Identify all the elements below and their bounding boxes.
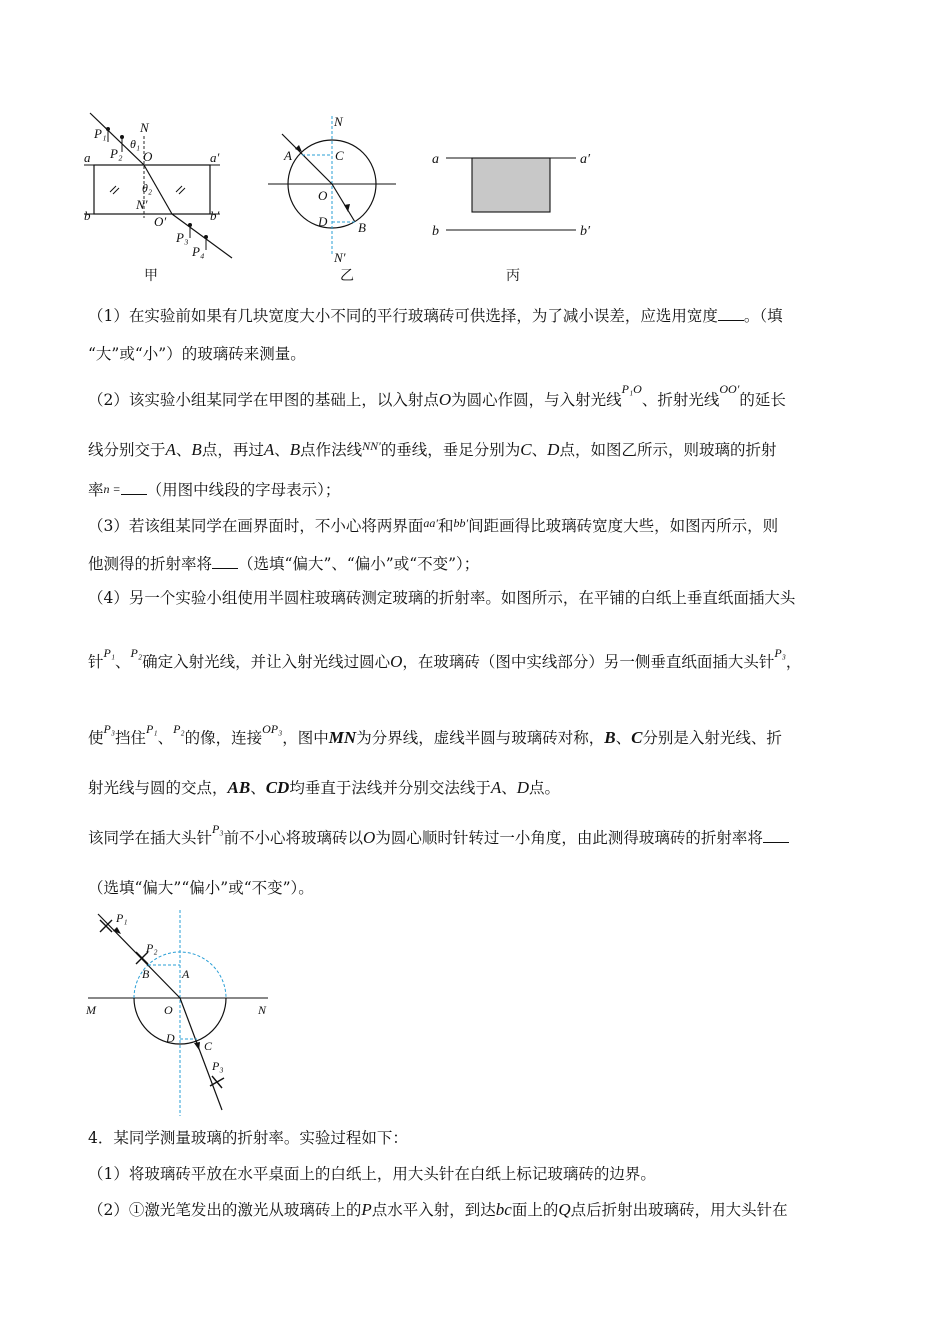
answer-blank[interactable] <box>763 828 789 843</box>
p4-line-2: （1）将玻璃砖平放在水平桌面上的白纸上，用大头针在白纸上标记玻璃砖的边界。 <box>88 1165 656 1183</box>
label-theta1: θ₁ <box>130 137 141 151</box>
figure-jia <box>80 108 250 288</box>
q1-line-1: （1）在实验前如果有几块宽度大小不同的平行玻璃砖可供选择，为了减小误差，应选用宽度 。（填 <box>88 307 783 325</box>
label-b: b <box>432 224 439 239</box>
label-b: b <box>84 208 91 223</box>
label-n: N <box>258 1003 267 1017</box>
caption-jia: 甲 <box>144 268 158 284</box>
label-b: B <box>142 967 150 981</box>
q4-line-3: 使$^{P_3}$挡住$^{P_1}$、$^{P_2}$的像，连接$^{OP_3}$，图中MN为分界线，虚线半圆与玻璃砖对称，B、C分别是入射光线、折 <box>88 722 782 747</box>
label-a: a <box>84 150 91 165</box>
q4-line-4: 射光线与圆的交点，AB、CD均垂直于法线并分别交法线于A、D点。 <box>88 778 561 797</box>
label-a: A <box>284 148 292 163</box>
label-n: N <box>334 114 343 129</box>
incident-ray <box>98 914 180 998</box>
q4-line-1: （4）另一个实验小组使用半圆柱玻璃砖测定玻璃的折射率。如图所示，在平铺的白纸上垂直纸面插大头 <box>88 589 796 607</box>
label-a-prime: a′ <box>210 150 220 165</box>
label-d: D <box>166 1031 175 1045</box>
q4-line-6: （选填“偏大”“偏小”或“不变”）。 <box>88 879 314 897</box>
q4-line-5: 该同学在插大头针$^{P_3}$前不小心将玻璃砖以O为圆心顺时针转过一小角度，由此测得玻璃砖的折射率将 <box>88 828 868 849</box>
label-o: O <box>143 149 153 164</box>
q2-line-2: 线分别交于A、B点，再过A、B点作法线$^{NN'}$的垂线，垂足分别为C、D点，如图乙所示，则玻璃的折射 <box>88 439 777 459</box>
label-p3: P₃ <box>212 1059 224 1073</box>
q4-line-2: 针$^{P_1}$、$^{P_2}$确定入射光线，并让入射光线过圆心O，在玻璃砖（图中实线部分）另一侧垂直纸面插大头针$^{P_3}$， <box>88 646 802 671</box>
refracted-ray <box>180 998 222 1110</box>
label-p2: P₂ <box>110 146 123 161</box>
label-c: C <box>335 148 344 163</box>
caption-bing: 丙 <box>506 268 520 284</box>
p4-line-3: （2）①激光笔发出的激光从玻璃砖上的P点水平入射，到达bc面上的Q点后折射出玻璃砖，用大头针在 <box>88 1200 788 1219</box>
refracted-ray <box>332 184 355 222</box>
figure-semicircle <box>84 906 284 1116</box>
answer-blank[interactable] <box>718 306 744 321</box>
label-o-prime: O′ <box>154 214 167 229</box>
label-o: O <box>164 1003 173 1017</box>
label-p1: P₁ <box>116 911 128 925</box>
glass-brick <box>472 158 550 212</box>
label-n-prime: N′ <box>334 250 346 265</box>
label-a: A <box>182 967 190 981</box>
label-a-prime: a′ <box>580 152 591 167</box>
label-a: a <box>432 152 439 167</box>
figure-bing <box>428 108 608 288</box>
label-o: O <box>318 188 328 203</box>
caption-yi: 乙 <box>340 268 354 284</box>
q3-line-2: 他测得的折射率将 （选填“偏大”、“偏小”或“不变”）； <box>88 555 480 573</box>
label-b-prime: b′ <box>580 224 591 239</box>
answer-blank[interactable] <box>212 554 238 569</box>
label-p1: P₁ <box>94 126 107 141</box>
q1-line-2: “大”或“小”）的玻璃砖来测量。 <box>88 345 306 363</box>
p4-line-1: 4．某同学测量玻璃的折射率。实验过程如下： <box>88 1129 408 1147</box>
q3-line-1: （3）若该组某同学在画界面时，不小心将两界面$^{aa'}$和$^{bb'}$间距画得比玻璃砖宽度大些，如图丙所示，则 <box>88 516 779 535</box>
answer-blank[interactable] <box>121 480 147 495</box>
label-p2: P₂ <box>146 941 158 955</box>
label-n-prime: N′ <box>136 197 148 212</box>
label-theta2: θ₂ <box>142 181 153 195</box>
q2-line-1: （2）该实验小组某同学在甲图的基础上，以入射点O为圆心作圆，与入射光线$^{P_1O}$、折射光线$^{OO'}$的延长 <box>88 382 786 409</box>
label-b: B <box>358 220 366 235</box>
figure-yi <box>262 108 402 288</box>
label-d: D <box>318 214 328 229</box>
label-m: M <box>86 1003 96 1017</box>
label-p3: P₃ <box>176 230 189 245</box>
label-c: C <box>204 1039 213 1053</box>
q2-line-3: 率n = （用图中线段的字母表示）； <box>88 481 341 499</box>
label-p4: P₄ <box>192 244 205 259</box>
label-n: N <box>140 120 149 135</box>
label-b-prime: b′ <box>210 208 220 223</box>
